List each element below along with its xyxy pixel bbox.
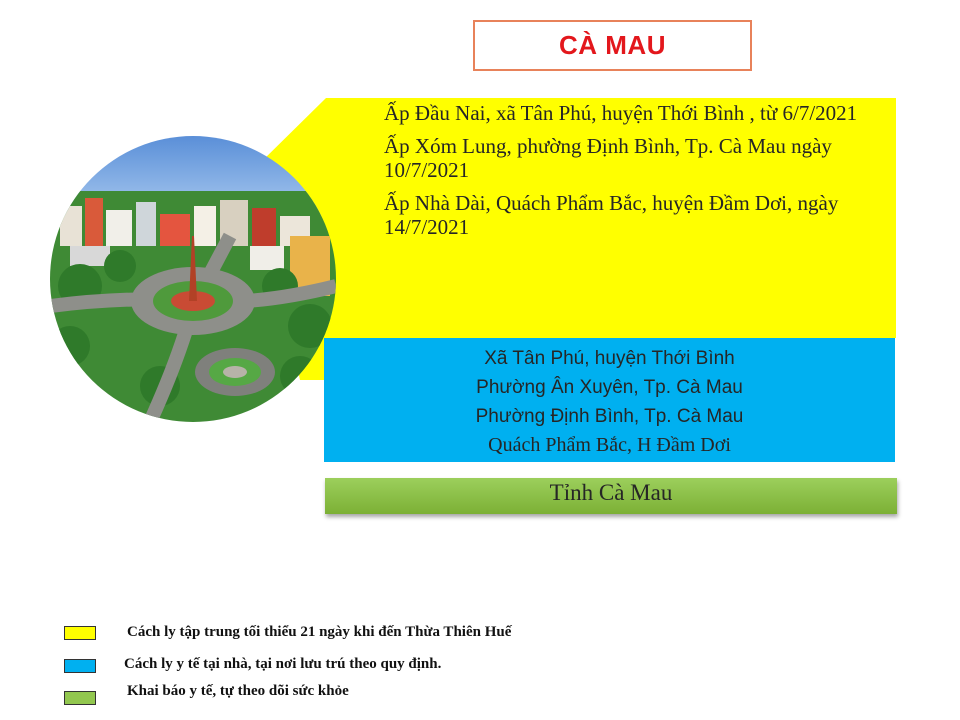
blue-zone-item: Xã Tân Phú, huyện Thới Bình: [484, 348, 735, 369]
green-zone-box: [325, 478, 897, 514]
legend-swatch-green: [64, 691, 96, 705]
yellow-zone-item: Ấp Xóm Lung, phường Định Bình, Tp. Cà Mau ngày 10/7/2021: [384, 134, 832, 182]
blue-zone-item: Phường Ân Xuyên, Tp. Cà Mau: [476, 377, 743, 398]
legend-swatch-yellow: [64, 626, 96, 640]
blue-zone-box: [324, 338, 895, 462]
legend-swatch-blue: [64, 659, 96, 673]
slide-title-box: [473, 20, 752, 71]
slide-title: CÀ MAU: [559, 30, 666, 60]
yellow-zone-item: Ấp Nhà Dài, Quách Phẩm Bắc, huyện Đầm Dơi, ngày 14/7/2021: [384, 191, 839, 239]
city-roundabout-aerial-photo: [50, 136, 336, 422]
blue-zone-item: Quách Phẩm Bắc, H Đầm Dơi: [488, 434, 731, 456]
legend-label-blue: Cách ly y tế tại nhà, tại nơi lưu trú theo quy định.: [124, 656, 442, 672]
legend-label-yellow: Cách ly tập trung tối thiểu 21 ngày khi đến Thừa Thiên Huế: [127, 624, 512, 640]
blue-zone-item: Phường Định Bình, Tp. Cà Mau: [475, 406, 744, 427]
yellow-zone-item: Ấp Đầu Nai, xã Tân Phú, huyện Thới Bình , từ 6/7/2021: [384, 101, 858, 125]
yellow-zone-list: [384, 101, 874, 248]
green-zone-label: Tỉnh Cà Mau: [549, 480, 673, 505]
legend-label-green: Khai báo y tế, tự theo dõi sức khỏe: [127, 683, 349, 699]
